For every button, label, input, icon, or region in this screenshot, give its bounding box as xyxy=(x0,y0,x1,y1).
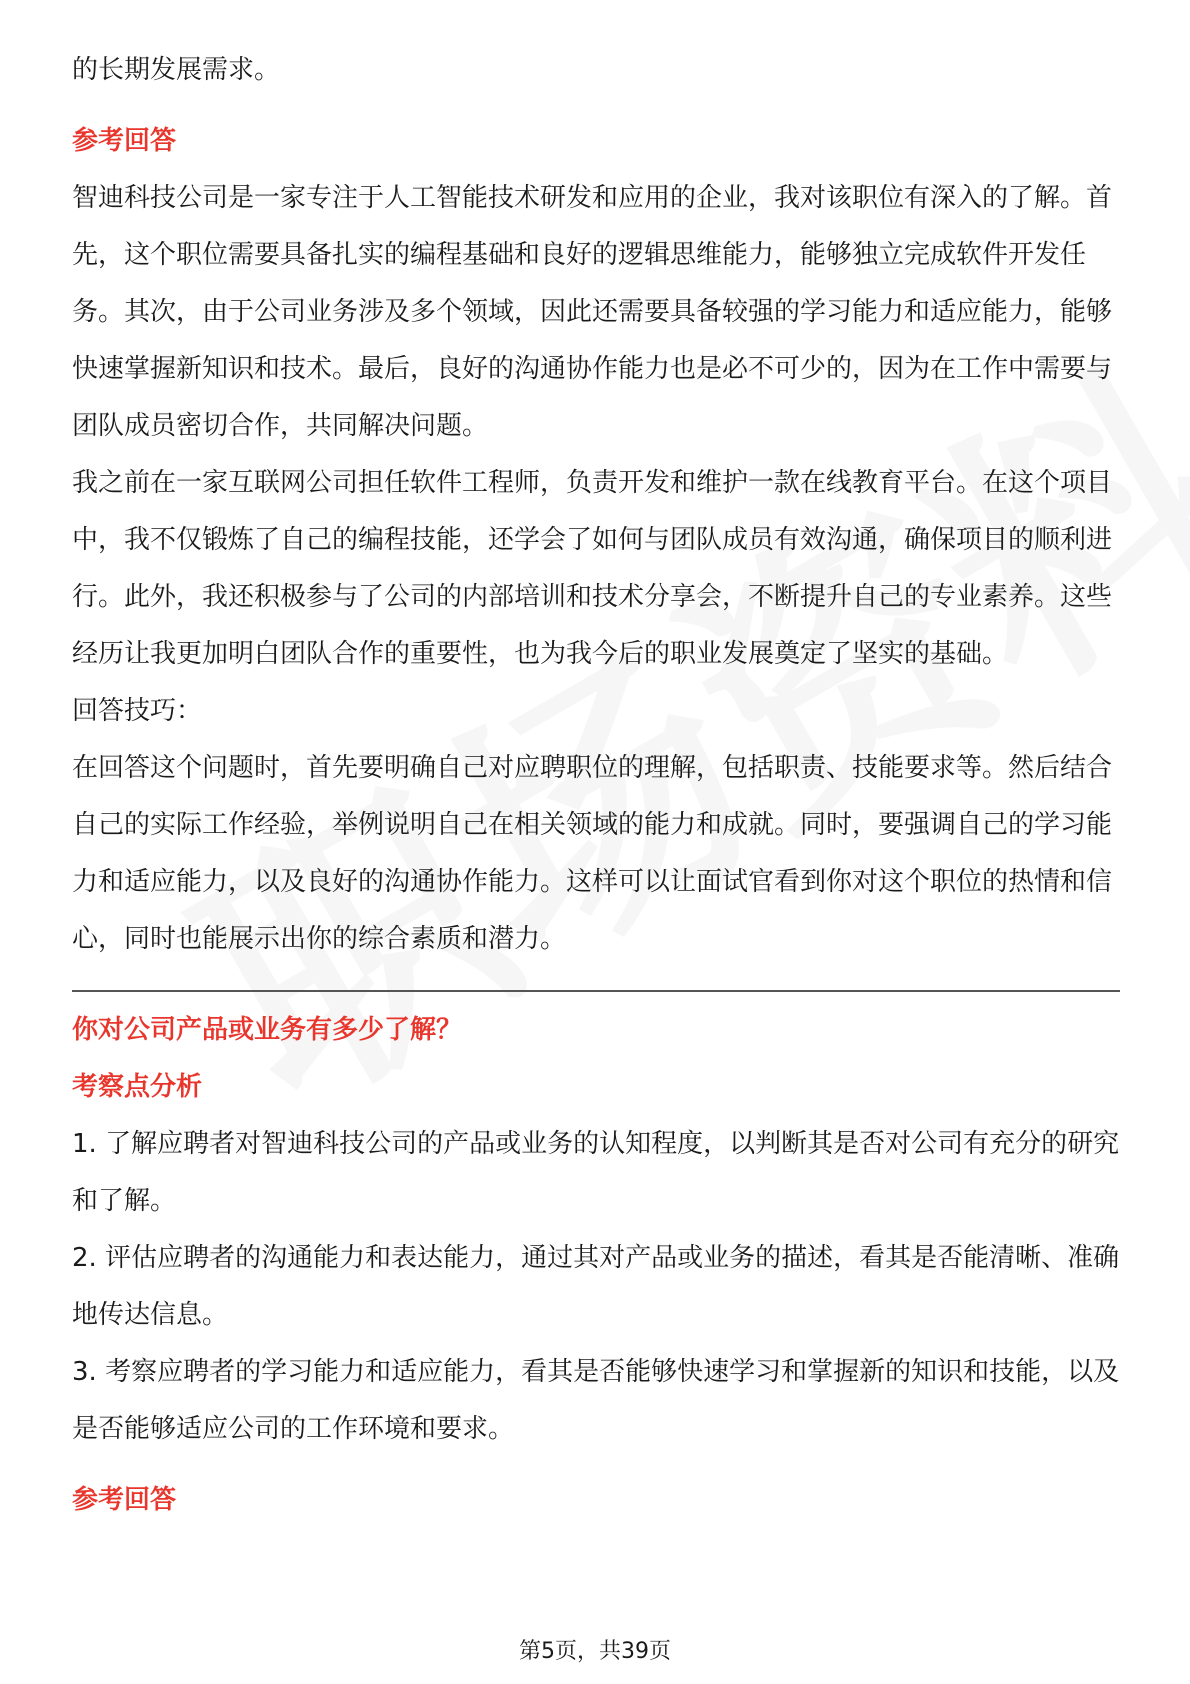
analysis-item: 1. 了解应聘者对智迪科技公司的产品或业务的认知程度，以判断其是否对公司有充分的研究和了解。 xyxy=(72,1129,1120,1216)
reference-answer-heading-2: 参考回答 xyxy=(72,1485,177,1515)
section-divider xyxy=(72,990,1120,992)
question-title: 你对公司产品或业务有多少了解？ xyxy=(72,1015,463,1045)
answer-paragraph: 智迪科技公司是一家专注于人工智能技术研发和应用的企业，我对该职位有深入的了解。首先，这个职位需要具备扎实的编程基础和良好的逻辑思维能力，能够独立完成软件开发任务。其次，由于公司业务涉及多个领域，因此还需要具备较强的学习能力和适应能力，能够快速掌握新知识和技术。最后，良好的沟通协作能力也是必不可少的，因为在工作中需要与团队成员密切合作，共同解决问题。 xyxy=(72,183,1113,441)
page-number: 第5页，共39页 xyxy=(519,1639,671,1664)
analysis-heading: 考察点分析 xyxy=(72,1072,203,1102)
continuation-text: 的长期发展需求。 xyxy=(72,55,281,85)
analysis-item: 2. 评估应聘者的沟通能力和表达能力，通过其对产品或业务的描述，看其是否能清晰、准确地传达信息。 xyxy=(72,1243,1120,1330)
analysis-item: 3. 考察应聘者的学习能力和适应能力，看其是否能够快速学习和掌握新的知识和技能，以及是否能够适应公司的工作环境和要求。 xyxy=(72,1357,1120,1444)
tips-text: 在回答这个问题时，首先要明确自己对应聘职位的理解，包括职责、技能要求等。然后结合自己的实际工作经验，举例说明自己在相关领域的能力和成就。同时，要强调自己的学习能力和适应能力，以及良好的沟通协作能力。这样可以让面试官看到你对这个职位的热情和信心，同时也能展示出你的综合素质和潜力。 xyxy=(72,753,1113,954)
answer-paragraph: 我之前在一家互联网公司担任软件工程师，负责开发和维护一款在线教育平台。在这个项目中，我不仅锻炼了自己的编程技能，还学会了如何与团队成员有效沟通，确保项目的顺利进行。此外，我还积极参与了公司的内部培训和技术分享会，不断提升自己的专业素养。这些经历让我更加明白团队合作的重要性，也为我今后的职业发展奠定了坚实的基础。 xyxy=(72,468,1113,669)
tips-label: 回答技巧： xyxy=(72,696,203,726)
page-content xyxy=(72,42,1120,1529)
reference-answer-heading: 参考回答 xyxy=(72,126,177,156)
